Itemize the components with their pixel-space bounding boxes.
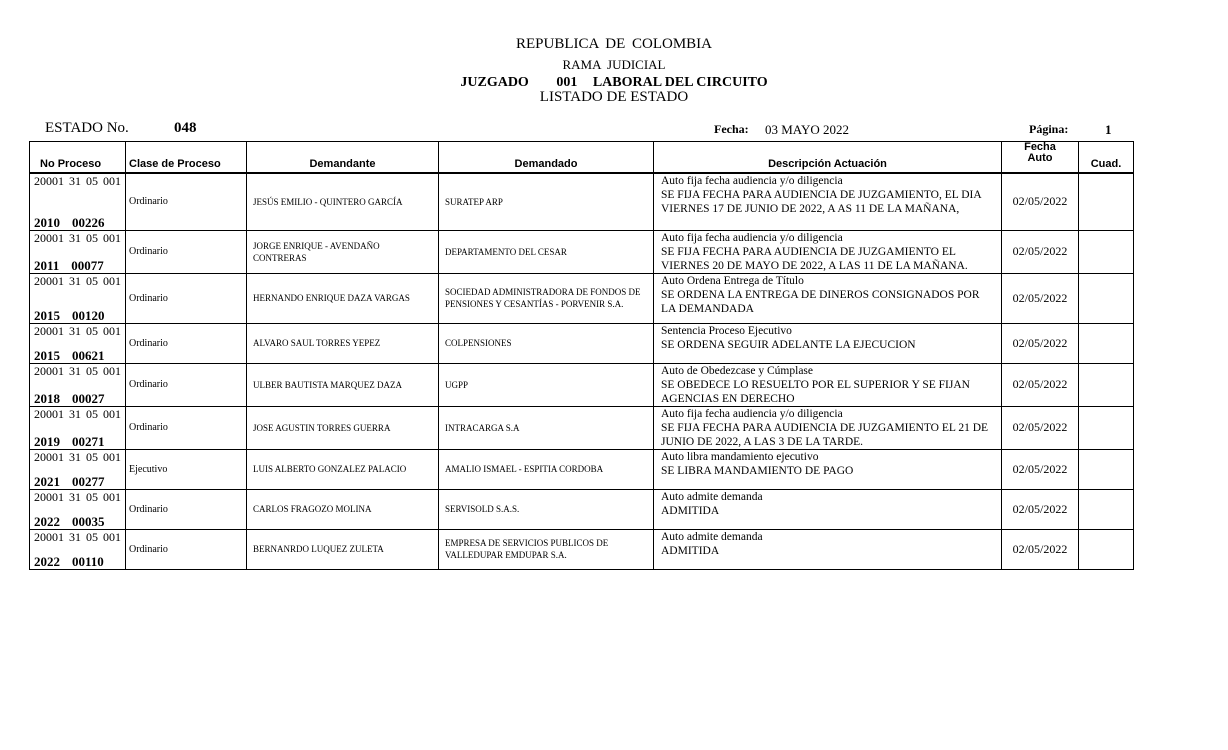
descripcion-detail: SE FIJA FECHA PARA AUDIENCIA DE JUZGAMIENTO, EL DIA VIERNES 17 DE JUNIO DE 2022, A AS 11 DE LA MAÑANA, bbox=[661, 189, 982, 215]
radicado-prefix: 20001 31 05 001 bbox=[34, 323, 121, 338]
table-row bbox=[30, 273, 1134, 323]
cell-descripcion bbox=[654, 529, 1002, 569]
cell-demandado: SURATEP ARP bbox=[439, 173, 654, 230]
table-row bbox=[30, 323, 1134, 363]
descripcion-title: Auto fija fecha audiencia y/o diligencia bbox=[661, 231, 843, 244]
radicado-prefix: 20001 31 05 001 bbox=[34, 230, 121, 245]
descripcion-detail: SE ORDENA LA ENTREGA DE DINEROS CONSIGNADOS POR LA DEMANDADA bbox=[661, 288, 980, 315]
col-demandado: Demandado bbox=[439, 142, 654, 174]
pagina-label: Página: bbox=[1029, 122, 1069, 136]
cell-clase: Ordinario bbox=[126, 489, 247, 529]
cell-cuad bbox=[1079, 173, 1134, 230]
cell-fecha-auto: 02/05/2022 bbox=[1002, 406, 1079, 449]
cell-clase: Ejecutivo bbox=[126, 449, 247, 489]
estado-number: 048 bbox=[174, 120, 197, 136]
col-clase: Clase de Proceso bbox=[126, 142, 247, 174]
radicado-year-number bbox=[34, 259, 104, 273]
cell-cuad bbox=[1079, 323, 1134, 363]
radicado-year: 2022 bbox=[34, 513, 60, 529]
cell-cuad bbox=[1079, 529, 1134, 569]
cell-no-proceso bbox=[30, 173, 126, 230]
radicado-year-number bbox=[34, 392, 105, 406]
descripcion-detail: SE FIJA FECHA PARA AUDIENCIA DE JUZGAMIENTO EL VIERNES 20 DE MAYO DE 2022, A LAS 11 DE LA MAÑANA. bbox=[661, 245, 968, 272]
cell-descripcion bbox=[654, 173, 1002, 230]
radicado-year-number bbox=[34, 216, 105, 230]
cell-descripcion bbox=[654, 230, 1002, 273]
cell-cuad bbox=[1079, 406, 1134, 449]
cell-cuad bbox=[1079, 449, 1134, 489]
descripcion-title: Auto Ordena Entrega de Título bbox=[661, 274, 804, 287]
fecha-label: Fecha: bbox=[714, 122, 749, 136]
estado-label: ESTADO No. bbox=[45, 120, 129, 136]
descripcion-detail: SE OBEDECE LO RESUELTO POR EL SUPERIOR Y SE FIJAN AGENCIAS EN DERECHO bbox=[661, 378, 970, 405]
radicado-number: 00110 bbox=[72, 553, 104, 569]
cell-descripcion bbox=[654, 489, 1002, 529]
juzgado-number: 001 bbox=[556, 75, 578, 90]
cell-fecha-auto: 02/05/2022 bbox=[1002, 449, 1079, 489]
cell-cuad bbox=[1079, 230, 1134, 273]
cell-demandante: JORGE ENRIQUE - AVENDAÑO CONTRERAS bbox=[247, 230, 439, 273]
cell-demandante: BERNANRDO LUQUEZ ZULETA bbox=[247, 529, 439, 569]
cell-demandado: SERVISOLD S.A.S. bbox=[439, 489, 654, 529]
cell-demandante: ULBER BAUTISTA MARQUEZ DAZA bbox=[247, 363, 439, 406]
cell-clase: Ordinario bbox=[126, 230, 247, 273]
cell-fecha-auto: 02/05/2022 bbox=[1002, 489, 1079, 529]
cell-no-proceso bbox=[30, 363, 126, 406]
radicado-prefix: 20001 31 05 001 bbox=[34, 406, 121, 421]
cell-demandado: COLPENSIONES bbox=[439, 323, 654, 363]
cell-demandado: AMALIO ISMAEL - ESPITIA CORDOBA bbox=[439, 449, 654, 489]
radicado-year-number bbox=[34, 309, 105, 323]
cell-demandante: LUIS ALBERTO GONZALEZ PALACIO bbox=[247, 449, 439, 489]
cell-fecha-auto: 02/05/2022 bbox=[1002, 529, 1079, 569]
radicado-prefix: 20001 31 05 001 bbox=[34, 363, 121, 378]
header-listado: LISTADO DE ESTADO bbox=[539, 89, 689, 105]
table-header-row bbox=[30, 142, 1134, 174]
radicado-year: 2011 bbox=[34, 257, 60, 273]
descripcion-detail: SE ORDENA SEGUIR ADELANTE LA EJECUCION bbox=[661, 338, 916, 351]
radicado-number: 00621 bbox=[72, 347, 105, 363]
cell-fecha-auto: 02/05/2022 bbox=[1002, 323, 1079, 363]
radicado-prefix: 20001 31 05 001 bbox=[34, 273, 121, 288]
col-demandante: Demandante bbox=[247, 142, 439, 174]
radicado-prefix: 20001 31 05 001 bbox=[34, 174, 121, 188]
cell-demandado: DEPARTAMENTO DEL CESAR bbox=[439, 230, 654, 273]
descripcion-title: Auto libra mandamiento ejecutivo bbox=[661, 450, 819, 463]
descripcion-title: Auto de Obedezcase y Cúmplase bbox=[661, 364, 814, 377]
cell-no-proceso bbox=[30, 273, 126, 323]
descripcion-detail: SE LIBRA MANDAMIENTO DE PAGO bbox=[661, 464, 854, 477]
descripcion-detail: ADMITIDA bbox=[661, 544, 720, 557]
cell-no-proceso bbox=[30, 529, 126, 569]
header-republica: REPUBLICA DE COLOMBIA bbox=[515, 36, 712, 52]
cell-demandado: SOCIEDAD ADMINISTRADORA DE FONDOS DE PENSIONES Y CESANTÍAS - PORVENIR S.A. bbox=[439, 273, 654, 323]
cell-demandante: CARLOS FRAGOZO MOLINA bbox=[247, 489, 439, 529]
radicado-number: 00077 bbox=[71, 257, 104, 273]
table-row bbox=[30, 230, 1134, 273]
estado-table bbox=[29, 141, 1134, 570]
cell-descripcion bbox=[654, 273, 1002, 323]
cell-fecha-auto: 02/05/2022 bbox=[1002, 273, 1079, 323]
cell-no-proceso bbox=[30, 230, 126, 273]
cell-cuad bbox=[1079, 273, 1134, 323]
cell-clase: Ordinario bbox=[126, 323, 247, 363]
col-fecha-auto bbox=[1002, 142, 1079, 174]
descripcion-detail: ADMITIDA bbox=[661, 504, 720, 517]
radicado-year-number bbox=[34, 349, 105, 363]
radicado-year-number bbox=[34, 555, 104, 569]
radicado-year: 2019 bbox=[34, 433, 60, 449]
descripcion-title: Auto fija fecha audiencia y/o diligencia bbox=[661, 175, 843, 187]
cell-clase: Ordinario bbox=[126, 273, 247, 323]
radicado-year: 2022 bbox=[34, 553, 60, 569]
radicado-year: 2015 bbox=[34, 307, 60, 323]
table-row bbox=[30, 529, 1134, 569]
radicado-number: 00271 bbox=[72, 433, 105, 449]
radicado-number: 00027 bbox=[72, 390, 105, 406]
cell-descripcion bbox=[654, 363, 1002, 406]
cell-fecha-auto: 02/05/2022 bbox=[1002, 230, 1079, 273]
pagina-value: 1 bbox=[1105, 122, 1112, 137]
cell-demandante: HERNANDO ENRIQUE DAZA VARGAS bbox=[247, 273, 439, 323]
cell-demandante: ALVARO SAUL TORRES YEPEZ bbox=[247, 323, 439, 363]
col-cuad: Cuad. bbox=[1079, 142, 1134, 174]
cell-descripcion bbox=[654, 406, 1002, 449]
descripcion-title: Sentencia Proceso Ejecutivo bbox=[661, 324, 792, 337]
col-descripcion: Descripción Actuación bbox=[654, 142, 1002, 174]
cell-clase: Ordinario bbox=[126, 363, 247, 406]
radicado-year-number bbox=[34, 435, 105, 449]
radicado-number: 00277 bbox=[72, 473, 105, 489]
radicado-year-number bbox=[34, 475, 105, 489]
cell-no-proceso bbox=[30, 323, 126, 363]
cell-no-proceso bbox=[30, 489, 126, 529]
col-fecha-auto-line1: Fecha bbox=[1024, 141, 1056, 153]
fecha-value: 03 MAYO 2022 bbox=[765, 122, 850, 137]
cell-clase: Ordinario bbox=[126, 529, 247, 569]
cell-fecha-auto: 02/05/2022 bbox=[1002, 173, 1079, 230]
radicado-number: 00120 bbox=[72, 307, 105, 323]
radicado-year: 2015 bbox=[34, 347, 60, 363]
cell-descripcion bbox=[654, 449, 1002, 489]
juzgado-name: LABORAL DEL CIRCUITO bbox=[592, 75, 768, 90]
radicado-prefix: 20001 31 05 001 bbox=[34, 489, 121, 504]
col-fecha-auto-line2: Auto bbox=[1027, 152, 1053, 164]
cell-no-proceso bbox=[30, 406, 126, 449]
table-row bbox=[30, 449, 1134, 489]
radicado-year-number bbox=[34, 515, 105, 529]
cell-demandante: JOSE AGUSTIN TORRES GUERRA bbox=[247, 406, 439, 449]
juzgado-label: JUZGADO bbox=[460, 75, 529, 90]
descripcion-detail: SE FIJA FECHA PARA AUDIENCIA DE JUZGAMIENTO EL 21 DE JUNIO DE 2022, A LAS 3 DE LA TARDE. bbox=[661, 421, 989, 448]
radicado-year: 2018 bbox=[34, 390, 60, 406]
radicado-prefix: 20001 31 05 001 bbox=[34, 529, 121, 544]
table-row bbox=[30, 363, 1134, 406]
cell-demandante: JESÚS EMILIO - QUINTERO GARCÍA bbox=[247, 173, 439, 230]
radicado-number: 00226 bbox=[72, 214, 105, 230]
descripcion-title: Auto admite demanda bbox=[661, 490, 763, 503]
radicado-number: 00035 bbox=[72, 513, 105, 529]
table-row bbox=[30, 173, 1134, 230]
radicado-prefix: 20001 31 05 001 bbox=[34, 449, 121, 464]
descripcion-title: Auto fija fecha audiencia y/o diligencia bbox=[661, 407, 843, 420]
header-rama: RAMA JUDICIAL bbox=[562, 57, 666, 72]
cell-demandado: INTRACARGA S.A bbox=[439, 406, 654, 449]
cell-demandado: EMPRESA DE SERVICIOS PUBLICOS DE VALLEDUPAR EMDUPAR S.A. bbox=[439, 529, 654, 569]
radicado-year: 2010 bbox=[34, 214, 60, 230]
cell-clase: Ordinario bbox=[126, 173, 247, 230]
cell-demandado: UGPP bbox=[439, 363, 654, 406]
cell-clase: Ordinario bbox=[126, 406, 247, 449]
cell-cuad bbox=[1079, 363, 1134, 406]
descripcion-title: Auto admite demanda bbox=[661, 530, 763, 543]
cell-cuad bbox=[1079, 489, 1134, 529]
table-row bbox=[30, 489, 1134, 529]
cell-fecha-auto: 02/05/2022 bbox=[1002, 363, 1079, 406]
col-no-proceso: No Proceso bbox=[30, 142, 126, 174]
cell-no-proceso bbox=[30, 449, 126, 489]
cell-descripcion bbox=[654, 323, 1002, 363]
radicado-year: 2021 bbox=[34, 473, 60, 489]
table-row bbox=[30, 406, 1134, 449]
